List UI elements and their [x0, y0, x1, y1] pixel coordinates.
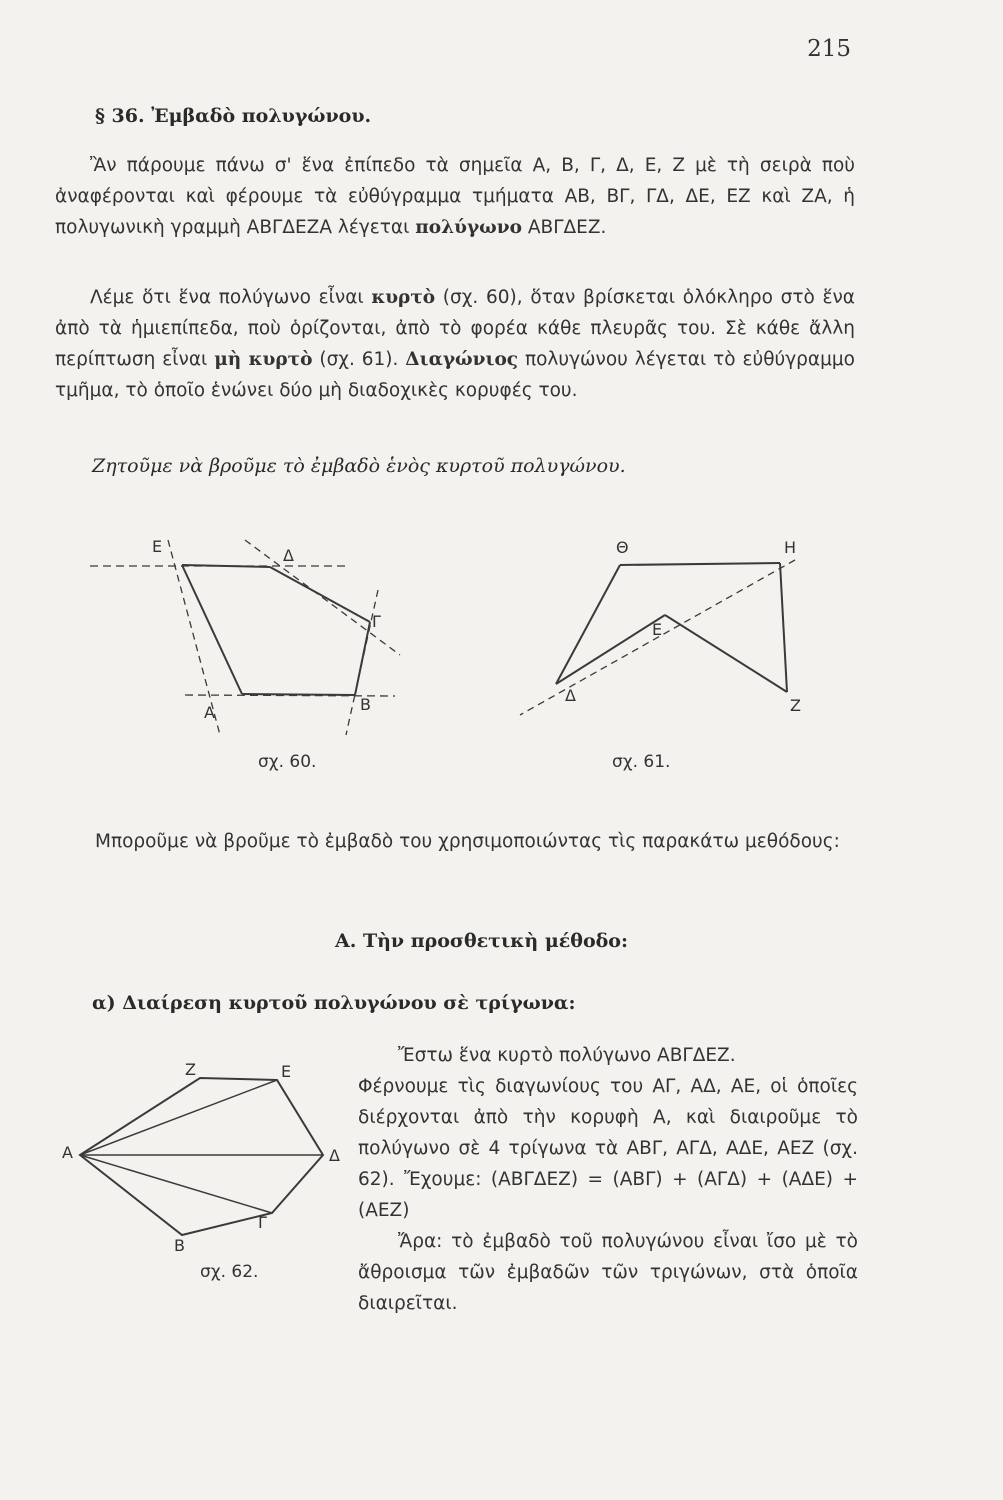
figure-62 [80, 1078, 323, 1235]
fig61-label-d: Δ [565, 686, 576, 705]
fig60-side-ea [182, 565, 242, 694]
fig60-caption: σχ. 60. [258, 752, 317, 772]
fig62-caption: σχ. 62. [200, 1262, 259, 1282]
fig62-label-d: Δ [329, 1146, 340, 1165]
figure-60 [90, 540, 400, 735]
term-diagonal: Διαγώνιος [405, 349, 519, 370]
paragraph-triangle-division [358, 1040, 858, 1319]
section-title: § 36. Ἐμβαδὸ πολυγώνου. [95, 105, 372, 127]
fig61-label-th: Θ [616, 538, 629, 557]
fig61-side-th-h [620, 563, 780, 565]
fig60-dashed-dg-line [245, 540, 400, 655]
term-polygon: πολύγωνο [415, 217, 522, 238]
term-convex: κυρτὸ [371, 287, 436, 308]
para2-text1: Λέμε ὅτι ἕνα πολύγωνο εἶναι [90, 287, 372, 308]
fig60-label-a: Α [204, 703, 215, 722]
fig62-label-a: Α [62, 1143, 73, 1162]
fig61-label-h: Η [784, 538, 797, 557]
para4-line2: Φέρνουμε τὶς διαγωνίους του ΑΓ, ΑΔ, ΑΕ, οἱ ὁποῖες διέρχονται ἀπὸ τὴν κορυφὴ Α, καὶ διαιροῦμε τὸ πολύγωνο σὲ 4 τρίγωνα τὰ ΑΒΓ, ΑΓΔ, ΑΔΕ, ΑΕΖ (σχ. 62). Ἔχουμε: (ΑΒΓΔΕΖ) = (ΑΒΓ) + (ΑΓΔ) + (ΑΔΕ) + (ΑΕΖ) [358, 1076, 858, 1221]
fig62-diagonal-ag [80, 1155, 272, 1213]
fig60-label-d: Δ [283, 546, 294, 565]
para1-text2: ΑΒΓΔΕΖ. [521, 217, 607, 238]
paragraph-methods-intro: Μποροῦμε νὰ βροῦμε τὸ ἐμβαδὸ του χρησιμοποιώντας τὶς παρακάτω μεθόδους: [95, 831, 840, 852]
para4-line1: Ἔστω ἕνα κυρτὸ πολύγωνο ΑΒΓΔΕΖ. [398, 1045, 736, 1066]
fig61-label-e: Ε [652, 620, 663, 639]
fig60-side-dg [270, 567, 370, 622]
fig61-caption: σχ. 61. [612, 752, 671, 772]
fig62-label-e: Ε [281, 1062, 292, 1081]
method-a-title: Α. Τὴν προσθετικὴ μέθοδο: [335, 930, 628, 952]
fig61-side-d-th [556, 565, 620, 684]
question-line: Ζητοῦμε νὰ βροῦμε τὸ ἐμβαδὸ ἑνὸς κυρτοῦ πολυγώνου. [92, 455, 626, 477]
fig60-side-ab [242, 694, 355, 695]
subsection-title: α) Διαίρεση κυρτοῦ πολυγώνου σὲ τρίγωνα: [92, 992, 576, 1014]
para2-text3: (σχ. 61). [312, 349, 406, 370]
fig61-side-e-d [556, 615, 665, 684]
fig62-label-g: Γ [258, 1213, 267, 1232]
fig61-label-z: Ζ [790, 696, 801, 715]
fig62-label-z: Ζ [185, 1060, 196, 1079]
fig61-side-h-z [780, 563, 787, 692]
fig60-label-b: Β [360, 695, 371, 714]
fig62-polygon [80, 1078, 323, 1235]
fig61-side-z-e [665, 615, 787, 692]
fig60-label-g: Γ [372, 612, 381, 631]
term-non-convex: μὴ κυρτὸ [214, 349, 313, 370]
fig60-label-e: Ε [152, 537, 163, 556]
fig62-label-b: Β [174, 1236, 185, 1255]
para2-text2: (σχ. 60), ὅταν βρίσκεται ὁλόκληρο στὸ ἕνα ἀπὸ τὰ ἡμιεπίπεδα, ποὺ ὁρίζονται, ἀπὸ τὸ φορέα κάθε πλευρᾶς του. Σὲ κάθε ἄλλη περίπτωση εἶναι [55, 287, 855, 370]
para2-text4: πολυγώνου λέγεται τὸ εὐθύγραμμο τμῆμα, τὸ ὁποῖο ἑνώνει δύο μὴ διαδοχικὲς κορυφές του. [55, 349, 855, 401]
page-number: 215 [807, 36, 851, 62]
para1-text1: Ἂν πάρουμε πάνω σ' ἕνα ἐπίπεδο τὰ σημεῖα Α, Β, Γ, Δ, Ε, Ζ μὲ τὴ σειρὰ ποὺ ἀναφέρονται καὶ φέρουμε τὰ εὐθύγραμμα τμήματα ΑΒ, ΒΓ, ΓΔ, ΔΕ, ΕΖ καὶ ΖΑ, ἡ πολυγωνικὴ γραμμὴ ΑΒΓΔΕΖΑ λέγεται [55, 155, 855, 238]
para4-line3: Ἄρα: τὸ ἐμβαδὸ τοῦ πολυγώνου εἶναι ἴσο μὲ τὸ ἄθροισμα τῶν ἐμβαδῶν τῶν τριγώνων, στὰ ὁποῖα διαιρεῖται. [358, 1231, 858, 1314]
fig60-side-ed [182, 565, 270, 567]
